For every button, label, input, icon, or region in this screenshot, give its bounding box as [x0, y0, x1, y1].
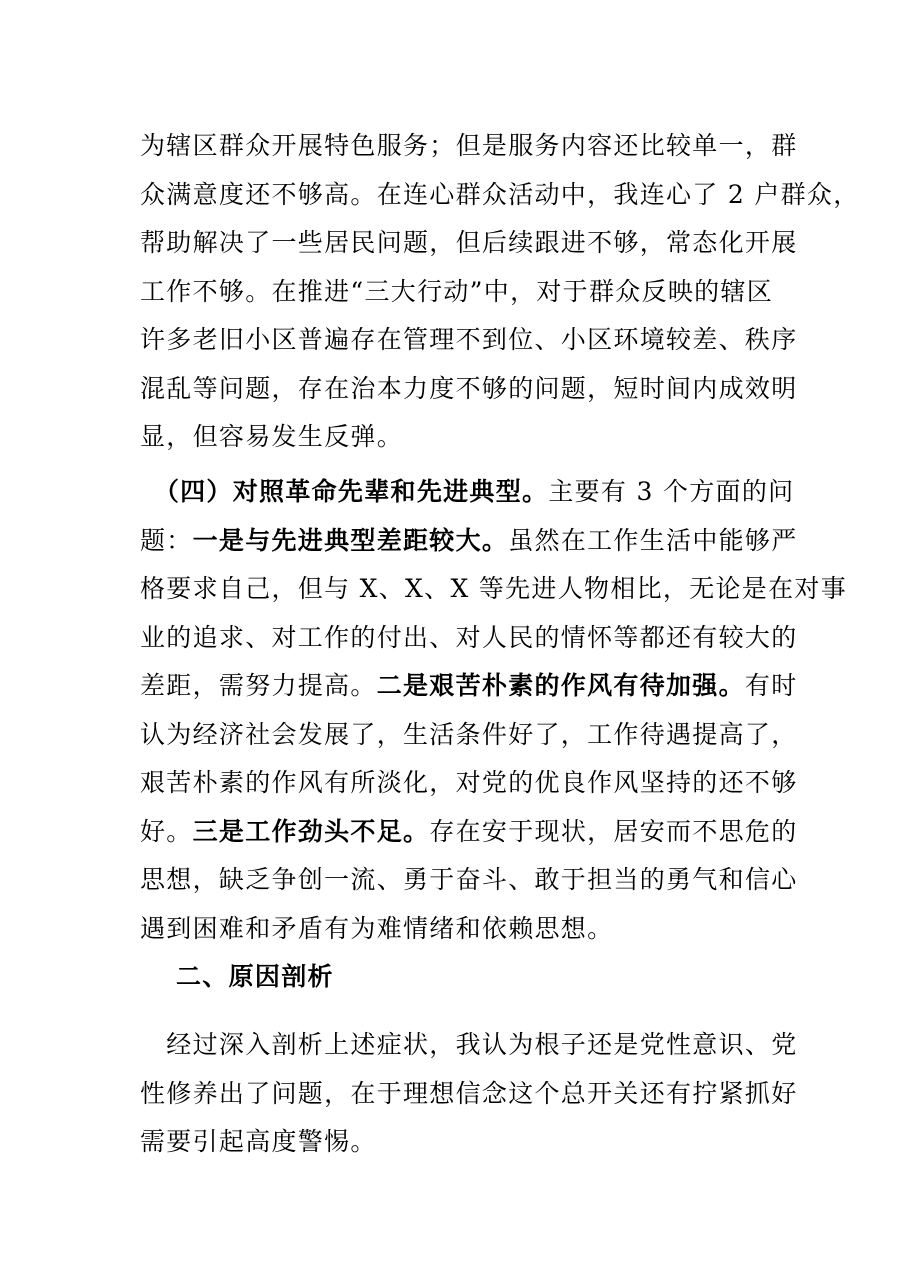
text-line: 经过深入剖析上述症状，我认为根子还是党性意识、党 [140, 1030, 798, 1059]
text-line: 需要引起高度警惕。 [140, 1127, 377, 1156]
text-line: 业的追求、对工作的付出、对人民的情怀等都还有较大的 [140, 622, 798, 652]
text-line [140, 808, 798, 857]
text-line: 认为经济社会发展了，生活条件好了，工作待遇提高了， [140, 719, 798, 749]
text-span: 虽然在工作生活中能够严 [508, 525, 798, 555]
point-three-heading: 三是工作劲头不足。 [192, 816, 430, 846]
text-line: 混乱等问题，存在治本力度不够的问题，短时间内成效明 [140, 373, 798, 403]
point-two-heading: 二是艰苦朴素的作风有待加强。 [376, 671, 745, 700]
point-one-heading: 一是与先进典型差距较大。 [192, 525, 509, 555]
text-line: 思想，缺乏争创一流、勇于奋斗、敢于担当的勇气和信心 [140, 865, 798, 894]
text-line: 帮助解决了一些居民问题，但后续跟进不够，常态化开展 [140, 228, 798, 257]
text-line: 许多老旧小区普遍存在管理不到位、小区环境较差、秩序 [140, 325, 798, 354]
paragraph-service-issues [140, 122, 860, 462]
text-line: 工作不够。在推进“三大行动”中，对于群众反映的辖区 [140, 276, 774, 306]
text-line: 格要求自己，但与 X、X、X 等先进人物相比，无论是在对事 [140, 574, 847, 603]
text-line: 为辖区群众开展特色服务；但是服务内容还比较单一，群 [140, 131, 798, 160]
text-line [140, 662, 798, 711]
text-span: 有时 [744, 671, 798, 700]
text-span: 好。 [140, 816, 193, 846]
paragraph-cause-analysis [140, 1021, 798, 1167]
text-span: 差距，需努力提高。 [140, 671, 377, 700]
section-heading-4: （四）对照革命先辈和先进典型。 [166, 477, 549, 506]
text-line: 性修养出了问题，在于理想信念这个总开关还有拧紧抓好 [140, 1078, 798, 1108]
text-span: 题： [140, 525, 193, 555]
text-line: 显，但容易发生反弹。 [140, 422, 404, 451]
paragraph-role-models [140, 468, 847, 953]
text-line: 遇到困难和矛盾有为难情绪和依赖思想。 [140, 913, 614, 943]
text-span: 主要有 3 个方面的问 [548, 477, 795, 506]
text-span: 存在安于现状，居安而不思危的 [429, 816, 798, 846]
text-line [140, 517, 798, 566]
section-heading-cause-analysis: 二、原因剖析 [176, 962, 334, 991]
text-line [140, 468, 795, 517]
text-line: 艰苦朴素的作风有所淡化，对党的优良作风坚持的还不够 [140, 768, 798, 797]
text-line: 众满意度还不够高。在连心群众活动中，我连心了 2 户群众， [140, 179, 860, 209]
